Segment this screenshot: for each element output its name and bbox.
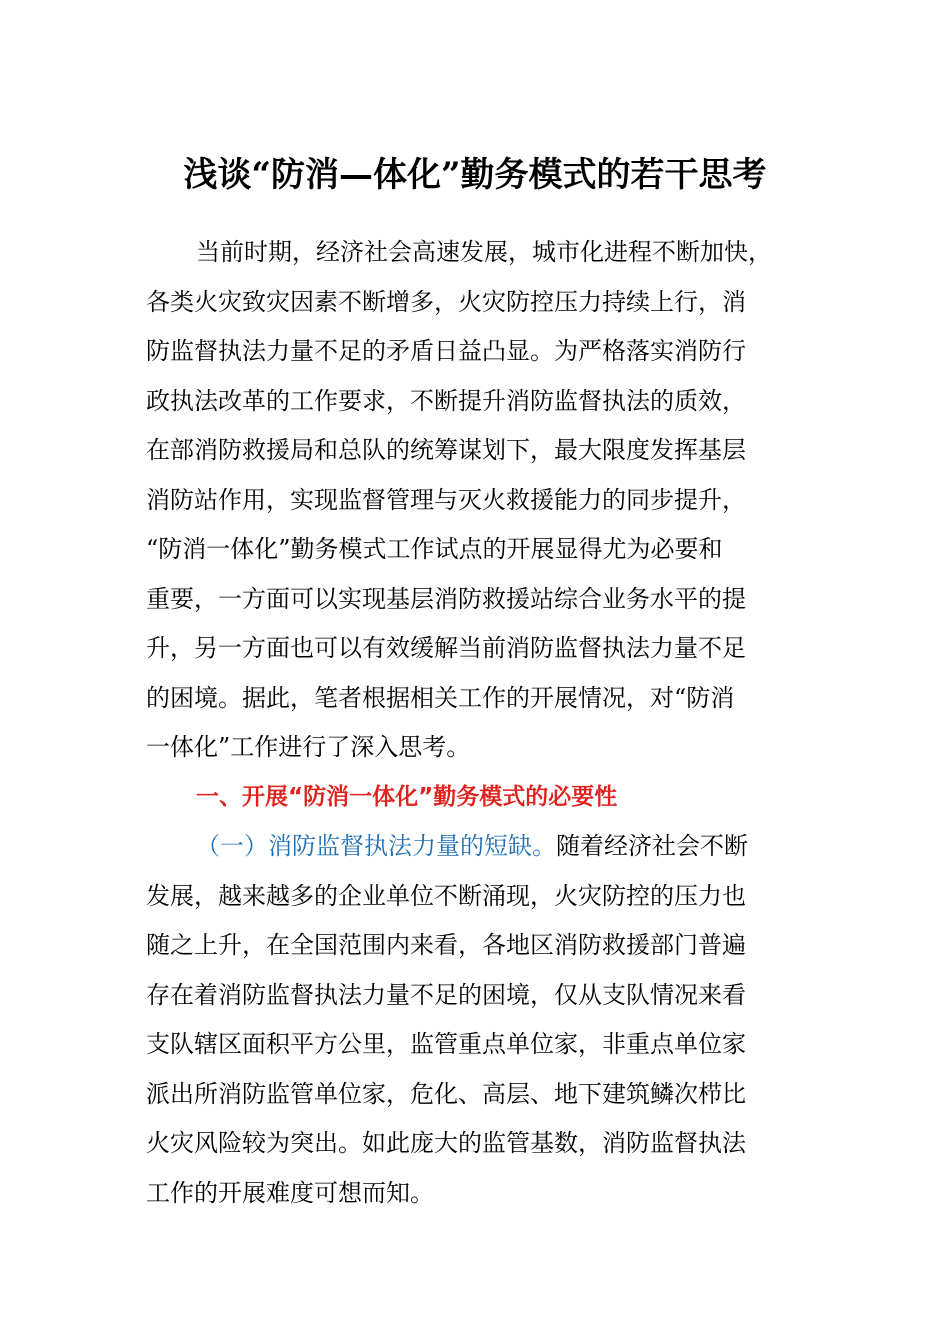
paragraph-line: 一体化”工作进行了深入思考。: [146, 733, 471, 761]
paragraph-line: 火灾风险较为突出。如此庞大的监管基数，消防监督执法: [146, 1129, 746, 1157]
paragraph-line: 支队辖区面积平方公里，监管重点单位家，非重点单位家: [146, 1030, 746, 1058]
document-body: [146, 228, 818, 1218]
paragraph-line: 重要，一方面可以实现基层消防救援站综合业务水平的提: [146, 584, 746, 613]
paragraph-line: 当前时期，经济社会高速发展，城市化进程不断加快，: [196, 238, 772, 266]
subsection-first-line-text: 随着经济社会不断: [556, 832, 748, 860]
paragraph-line: “防消一体化”勤务模式工作试点的开展显得尤为必要和: [146, 535, 723, 563]
paragraph-line: 随之上升，在全国范围内来看，各地区消防救援部门普遍: [146, 931, 746, 959]
subsection-first-line: [146, 822, 818, 872]
paragraph-line: 派出所消防监管单位家，危化、高层、地下建筑鳞次栉比: [146, 1079, 746, 1108]
paragraph-line: 政执法改革的工作要求，不断提升消防监督执法的质效，: [146, 386, 746, 415]
paragraph-line: 在部消防救援局和总队的统筹谋划下，最大限度发挥基层: [146, 436, 746, 464]
paragraph-line: 的困境。据此，笔者根据相关工作的开展情况，对“防消: [146, 683, 735, 712]
paragraph-line: 防监督执法力量不足的矛盾日益凸显。为严格落实消防行: [146, 337, 746, 365]
paragraph-line: 存在着消防监督执法力量不足的困境，仅从支队情况来看: [146, 980, 746, 1009]
paragraph-line: 各类火灾致灾因素不断增多，火灾防控压力持续上行，消: [146, 287, 746, 316]
paragraph-line: 工作的开展难度可想而知。: [146, 1178, 434, 1207]
document-title: 浅谈“防消—体化”勤务模式的若干思考: [183, 155, 767, 195]
paragraph-line: 发展，越来越多的企业单位不断涌现，火灾防控的压力也: [146, 881, 746, 910]
paragraph-line: 消防站作用，实现监督管理与灭火救援能力的同步提升，: [146, 485, 746, 514]
subsection-title: （一）消防监督执法力量的短缺。: [196, 832, 556, 860]
paragraph-line: 升，另一方面也可以有效缓解当前消防监督执法力量不足: [146, 634, 746, 662]
section-heading: 一、开展“防消一体化”勤务模式的必要性: [196, 783, 618, 810]
